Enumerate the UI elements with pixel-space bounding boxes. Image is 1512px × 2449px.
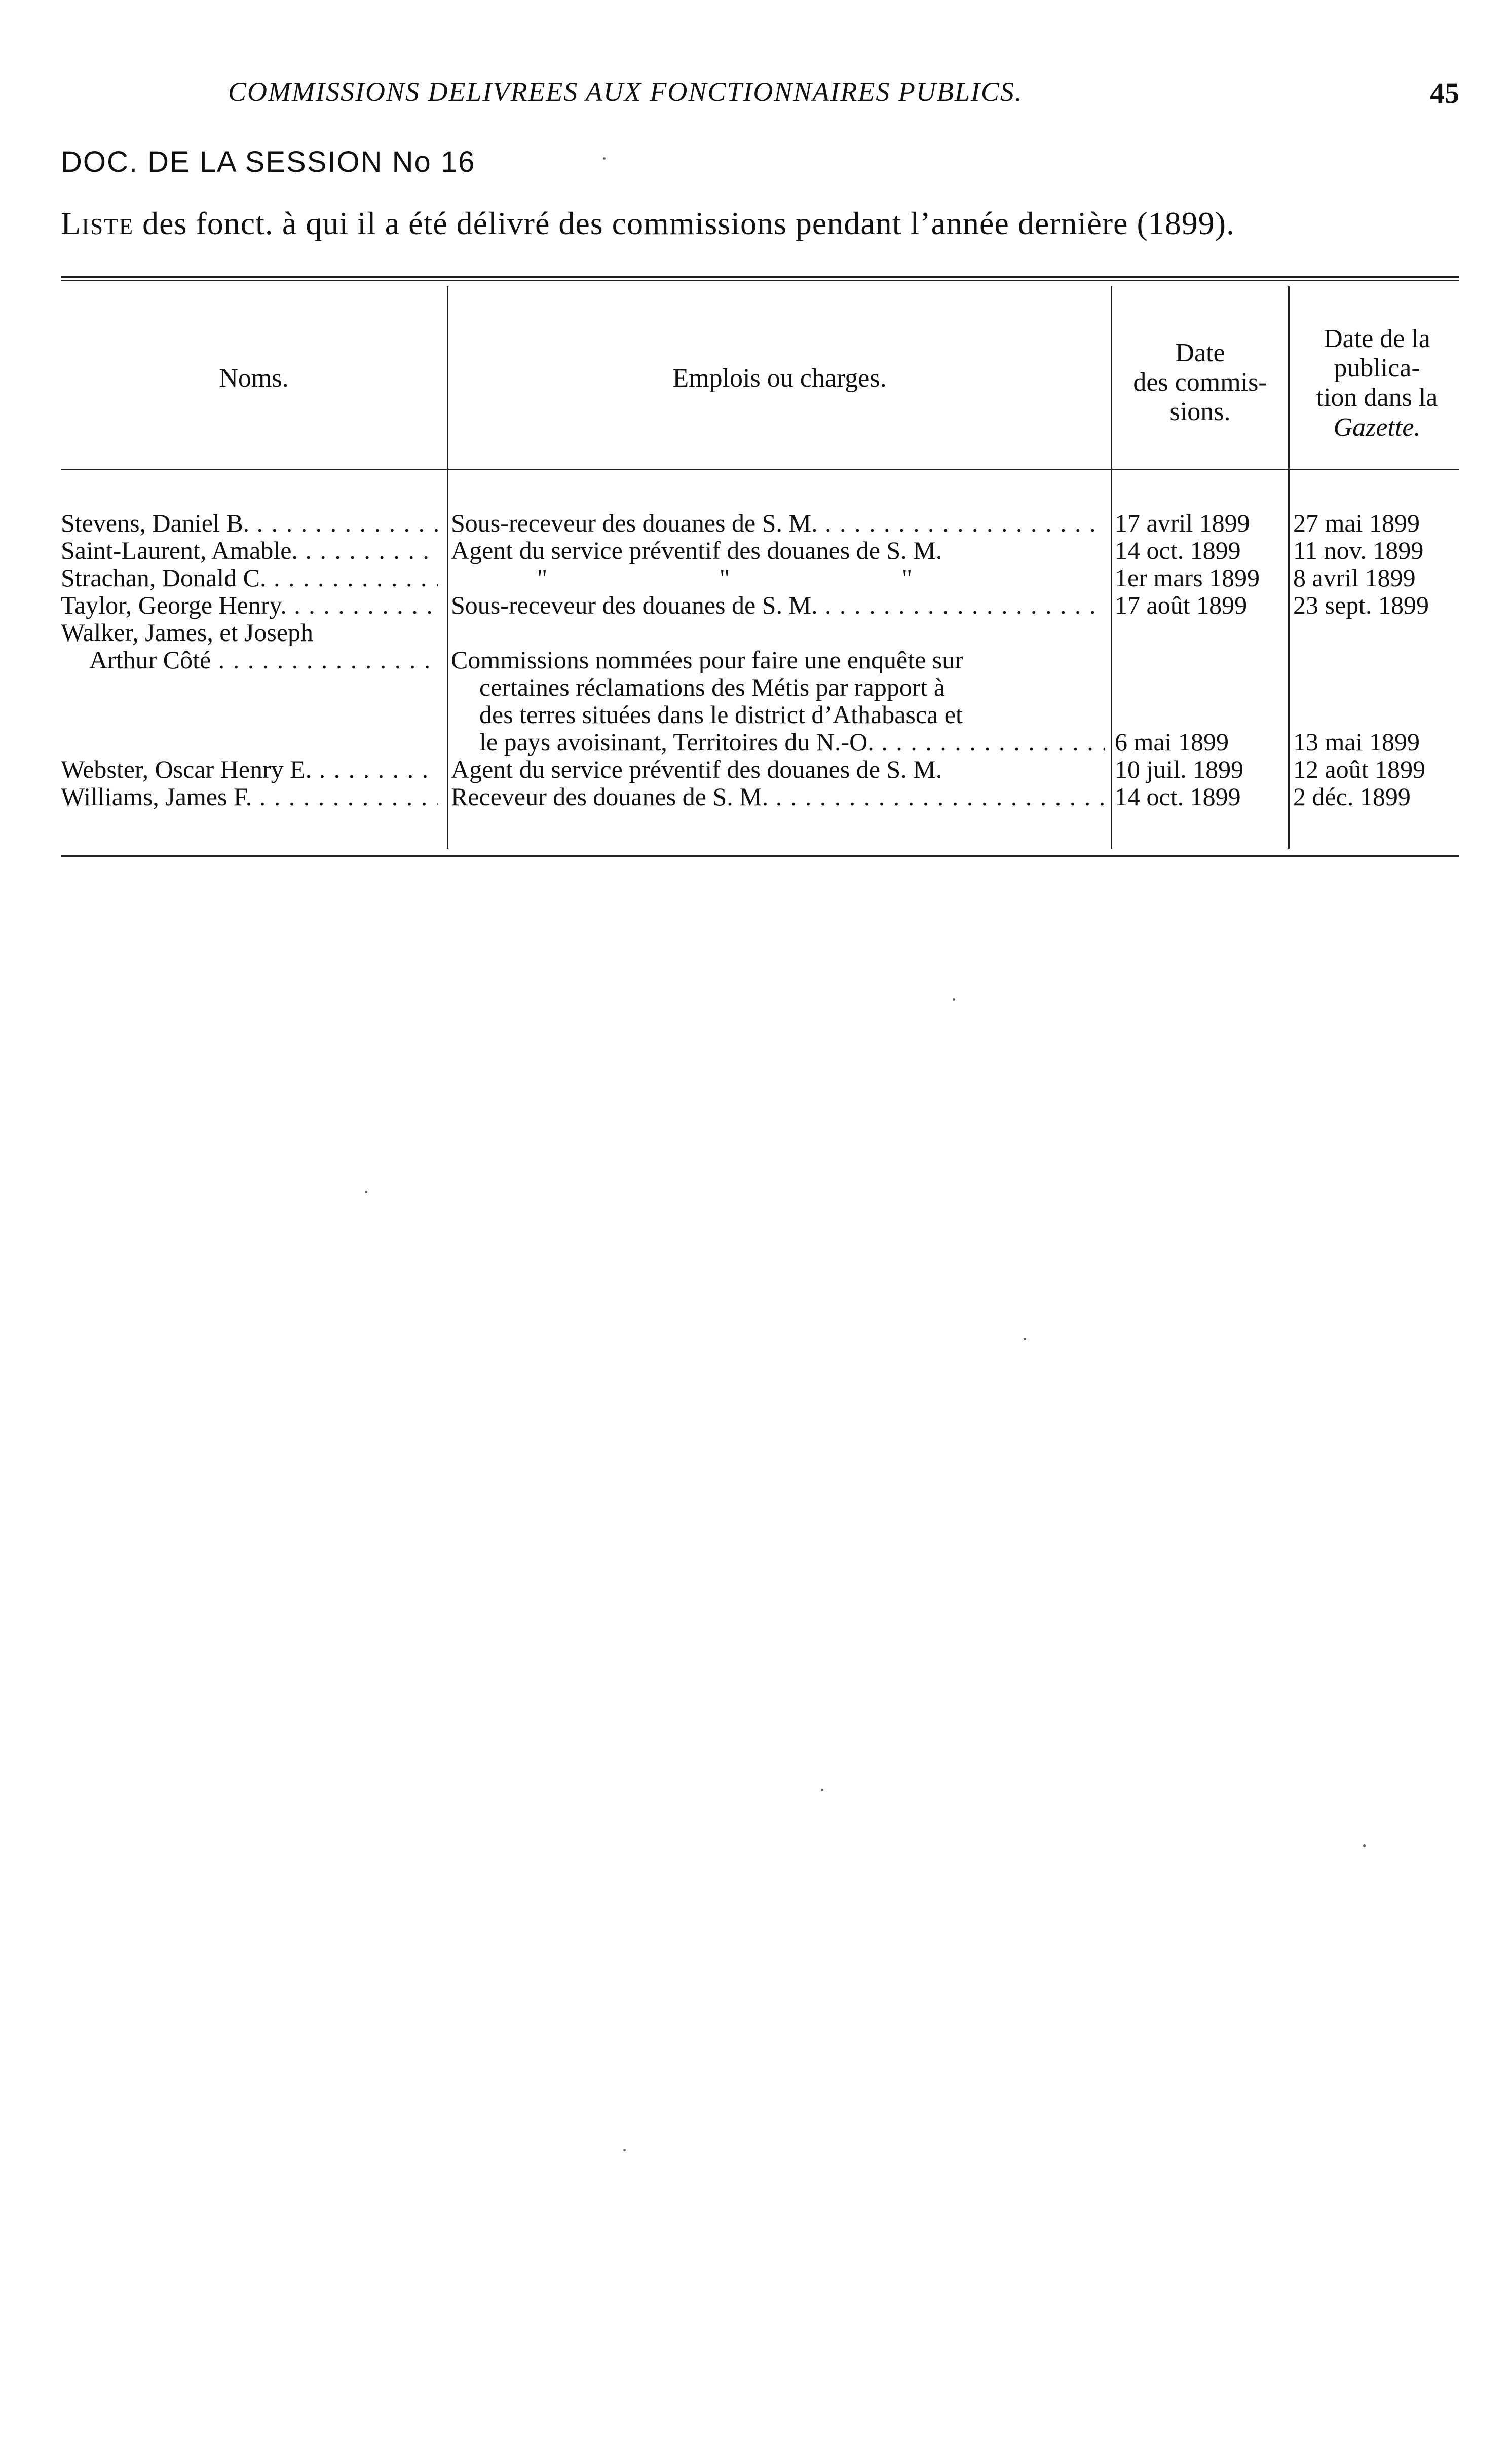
column-header-date-gazette: Date de la publica- tion dans la Gazette. [1316, 324, 1438, 442]
table-row-name: Strachan, Donald C. . . . [61, 564, 438, 591]
scan-speck [623, 2149, 626, 2151]
scan-speck [1024, 1338, 1026, 1340]
table-row-date-gazette: 8 avril 1899 [1293, 563, 1416, 592]
table-row-job: Sous-receveur des douanes de S. M. . . . [451, 591, 1105, 619]
table-row-job: Sous-receveur des douanes de S. M. . . . [451, 509, 1105, 537]
table-row-date-gazette: 27 mai 1899 [1293, 509, 1420, 537]
table-row-date-commission: 1er mars 1899 [1115, 563, 1260, 592]
table-row-name: Stevens, Daniel B. . . . [61, 509, 438, 537]
table-row-job [451, 646, 1105, 756]
scan-speck [603, 157, 606, 160]
table-row-date-gazette: 12 août 1899 [1293, 755, 1426, 783]
table-row-name: Walker, James, et Joseph [61, 619, 313, 646]
table-row-date-gazette: 2 déc. 1899 [1293, 782, 1411, 811]
table-row-name: Taylor, George Henry. . . . [61, 591, 438, 619]
table-row-name: Webster, Oscar Henry E. . . . [61, 756, 438, 783]
ditto-mark: " [901, 564, 913, 591]
table-bottom-rule [61, 855, 1459, 857]
table-row-name: Saint-Laurent, Amable. . . . [61, 537, 438, 564]
table-row-job-line: des terres situées dans le district d’Athabasca et [479, 701, 963, 728]
ditto-mark: " [719, 564, 730, 591]
table-row-date-commission: 6 mai 1899 [1115, 728, 1229, 756]
table-row-name-continued: Arthur Côté . . . [61, 646, 438, 673]
doc-session-label: DOC. DE LA SESSION No 16 [61, 145, 476, 178]
column-header-jobs: Emplois ou charges. [672, 364, 887, 393]
list-title [61, 205, 1464, 242]
table-row-job-line: Commissions nommées pour faire une enquête sur [451, 646, 963, 673]
scan-speck [365, 1191, 367, 1193]
table-row-date-commission: 17 août 1899 [1115, 591, 1248, 619]
running-title: COMMISSIONS DELIVREES AUX FONCTIONNAIRES PUBLICS. [228, 77, 1023, 107]
table-row-date-gazette: 13 mai 1899 [1293, 728, 1420, 756]
table-row-job-ditto [451, 564, 1105, 591]
table-row-date-commission: 17 avril 1899 [1115, 509, 1250, 537]
page-number: 45 [1430, 77, 1459, 109]
scan-speck [953, 998, 955, 1001]
table-row-job: Agent du service préventif des douanes de S. M. [451, 756, 942, 783]
table-row-name: Williams, James F. . . . [61, 783, 438, 810]
list-title-rest: des fonct. à qui il a été délivré des commissions pendant l’année dernière (1899). [134, 205, 1235, 241]
table-row-job-line: le pays avoisinant, Territoires du N.-O. . . . [451, 728, 1105, 756]
header-bottom-rule [61, 469, 1459, 470]
table-row-date-commission: 10 juil. 1899 [1115, 755, 1244, 783]
table-row-job: Agent du service préventif des douanes de S. M. [451, 537, 942, 564]
table-row-date-gazette: 23 sept. 1899 [1293, 591, 1429, 619]
table-row-date-commission: 14 oct. 1899 [1115, 782, 1241, 811]
table-row-job: Receveur des douanes de S. M. . . . [451, 783, 1105, 810]
table-row-job-line: certaines réclamations des Métis par rapport à [479, 673, 946, 701]
list-title-lead: Liste [61, 205, 134, 241]
table-row-date-gazette: 11 nov. 1899 [1293, 536, 1424, 564]
scan-speck [821, 1789, 823, 1791]
ditto-mark: " [537, 564, 548, 591]
running-head [61, 76, 1459, 111]
column-header-date-commission: Date des commis- sions. [1133, 338, 1267, 427]
table-row-date-commission: 14 oct. 1899 [1115, 536, 1241, 564]
scan-speck [1363, 1844, 1366, 1847]
column-header-names: Noms. [219, 364, 289, 393]
table-top-rule [61, 276, 1459, 281]
